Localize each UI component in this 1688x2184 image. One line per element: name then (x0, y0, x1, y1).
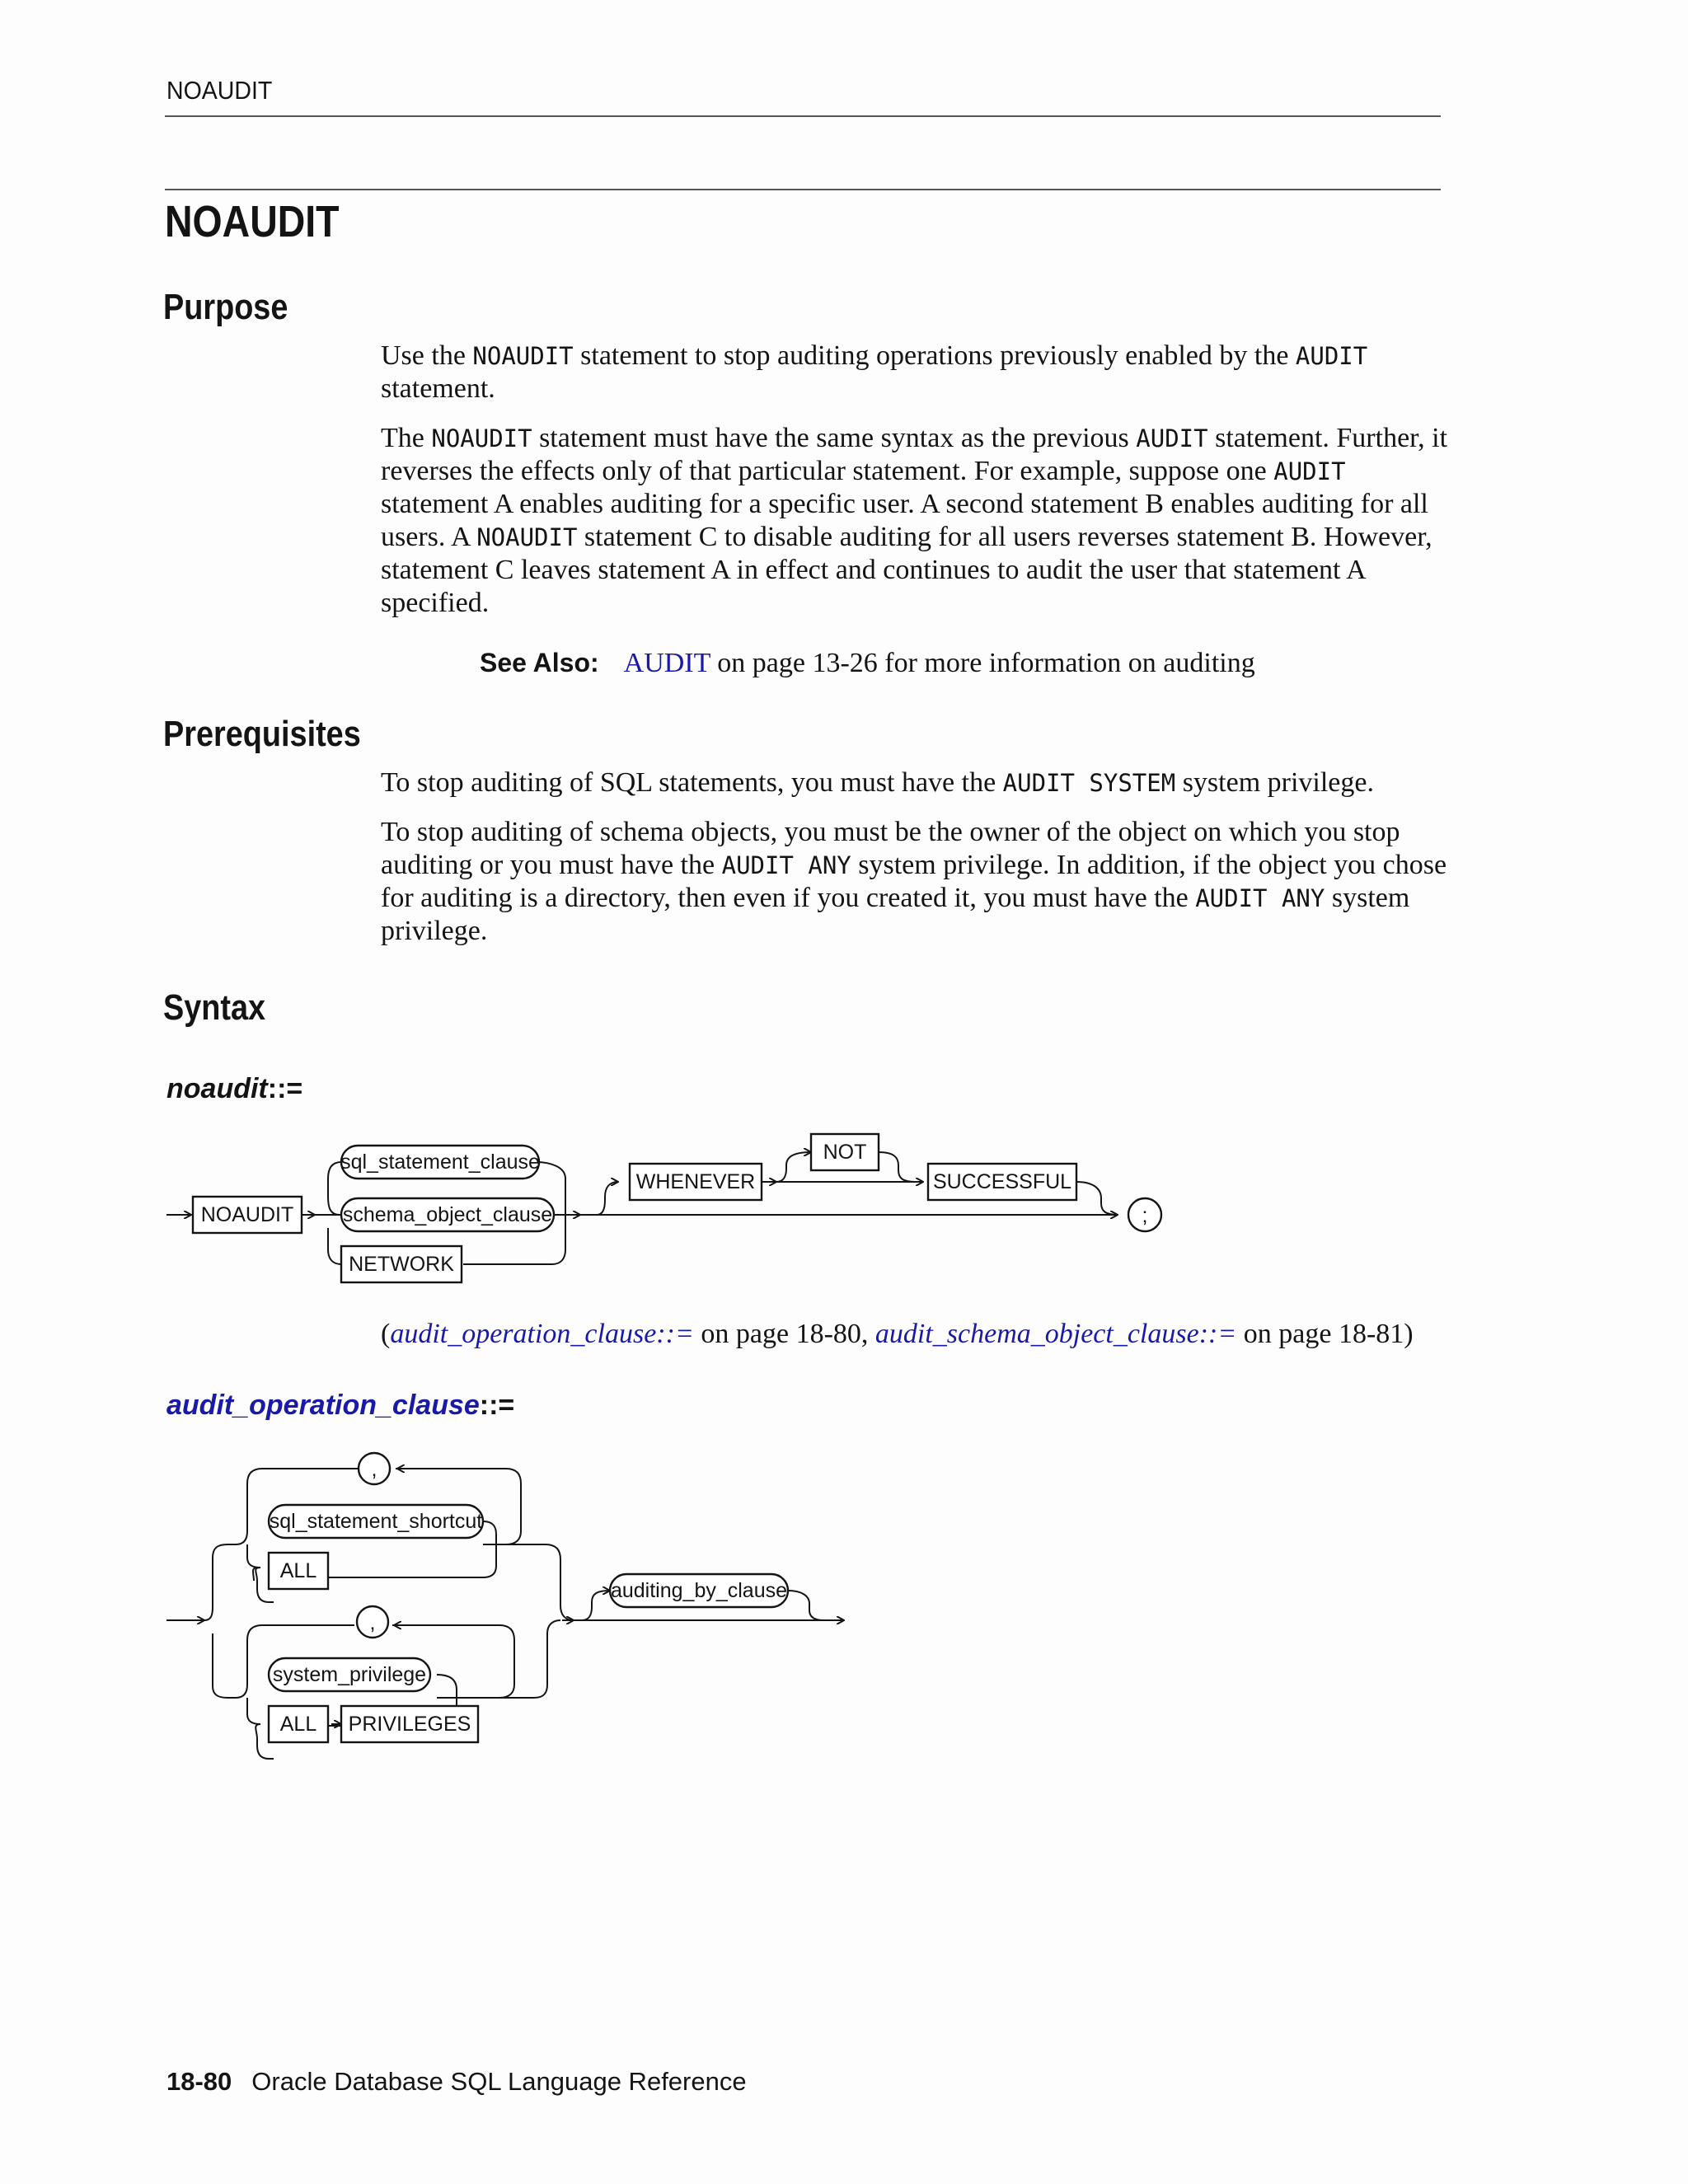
running-head: NOAUDIT (166, 76, 273, 105)
audit-operation-clause-link[interactable]: audit_operation_clause::= (390, 1319, 694, 1349)
audit-operation-clause-diagram (166, 1453, 844, 1759)
inline-code: NOAUDIT (472, 342, 574, 370)
aoc-production-label (166, 1390, 514, 1422)
paragraph-text: To stop auditing of schema objects, you must be the owner of the object on which you stop auditing or you must have the (381, 817, 1400, 880)
xref-text-1: on page 18-80, (693, 1319, 875, 1349)
inline-code: AUDIT ANY (721, 851, 851, 879)
inline-code: AUDIT (1295, 342, 1368, 370)
footer-page-number: 18-80 (166, 2067, 232, 2096)
inline-code: AUDIT (1136, 424, 1208, 452)
audit-schema-object-clause-link[interactable]: audit_schema_object_clause::= (874, 1319, 1237, 1349)
aoc-production-suffix: ::= (479, 1390, 515, 1421)
comma-1: , (371, 1458, 377, 1481)
paragraph-text: statement A enables auditing for a specific user. A second statement B enables auditing for all users. A (381, 489, 1428, 552)
paragraph-text: statement. (381, 373, 495, 404)
syntax-heading: Syntax (163, 987, 266, 1028)
all-keyword-2: ALL (279, 1713, 317, 1736)
network-keyword: NETWORK (349, 1253, 454, 1276)
paragraph-text: statement. Further, it reverses the effects only of that particular statement. For example, suppose one (381, 423, 1448, 486)
semicolon: ; (1142, 1204, 1148, 1227)
paragraph-text: statement must have the same syntax as the previous (532, 423, 1137, 453)
comma-2: , (369, 1611, 376, 1634)
footer-book-title: Oracle Database SQL Language Reference (251, 2067, 747, 2096)
syntax-cross-reference (381, 1319, 1414, 1350)
aoc-production-name[interactable]: audit_operation_clause (166, 1390, 480, 1421)
sql-statement-clause: sql_statement_clause (340, 1151, 540, 1174)
paragraph-text: statement to stop auditing operations previously enabled by the (573, 340, 1296, 371)
inline-code: AUDIT (1273, 457, 1346, 485)
purpose-heading: Purpose (163, 287, 288, 327)
inline-code: NOAUDIT (431, 424, 532, 452)
see-also-text: on page 13-26 for more information on auditing (710, 648, 1255, 678)
noaudit-production-suffix: ::= (267, 1073, 303, 1104)
noaudit-keyword: NOAUDIT (200, 1203, 294, 1226)
inline-code: AUDIT SYSTEM (1002, 769, 1176, 797)
successful-keyword: SUCCESSFUL (932, 1170, 1072, 1193)
paragraph-text: statement C to disable auditing for all users reverses statement B. However, statement C leaves statement A in effect and continues to audit the user that statement A specified. (381, 522, 1432, 618)
paragraph-text: To stop auditing of SQL statements, you must have the (381, 767, 1003, 798)
inline-code: AUDIT ANY (1195, 884, 1325, 912)
whenever-keyword: WHENEVER (635, 1170, 756, 1193)
page-footer (166, 2067, 747, 2097)
sql-statement-shortcut: sql_statement_shortcut (269, 1510, 483, 1533)
privileges-keyword: PRIVILEGES (348, 1713, 471, 1736)
system-privilege: system_privilege (272, 1663, 427, 1686)
paragraph-text: The (381, 423, 432, 453)
inline-code: NOAUDIT (476, 523, 578, 551)
paragraph-text: Use the (381, 340, 473, 371)
prerequisites-heading: Prerequisites (163, 714, 361, 754)
paragraph-text: system privilege. (1175, 767, 1374, 798)
schema-object-clause: schema_object_clause (342, 1203, 553, 1226)
see-also-label: See Also: (480, 648, 599, 677)
paragraph-text: system privilege. In addition, if the object you chose for auditing is a directory, then even if you created it, you must have the (381, 850, 1447, 913)
auditing-by-clause: auditing_by_clause (610, 1579, 788, 1602)
xref-open: ( (381, 1319, 391, 1349)
audit-link[interactable]: AUDIT (623, 648, 710, 678)
noaudit-production-name: noaudit (166, 1073, 268, 1104)
paragraph-text: system privilege. (381, 883, 1410, 946)
noaudit-diagram (166, 1134, 1161, 1282)
page-title: NOAUDIT (165, 197, 340, 246)
xref-text-2: on page 18-81) (1236, 1319, 1414, 1349)
all-keyword-1: ALL (279, 1559, 317, 1582)
not-keyword: NOT (823, 1141, 867, 1164)
